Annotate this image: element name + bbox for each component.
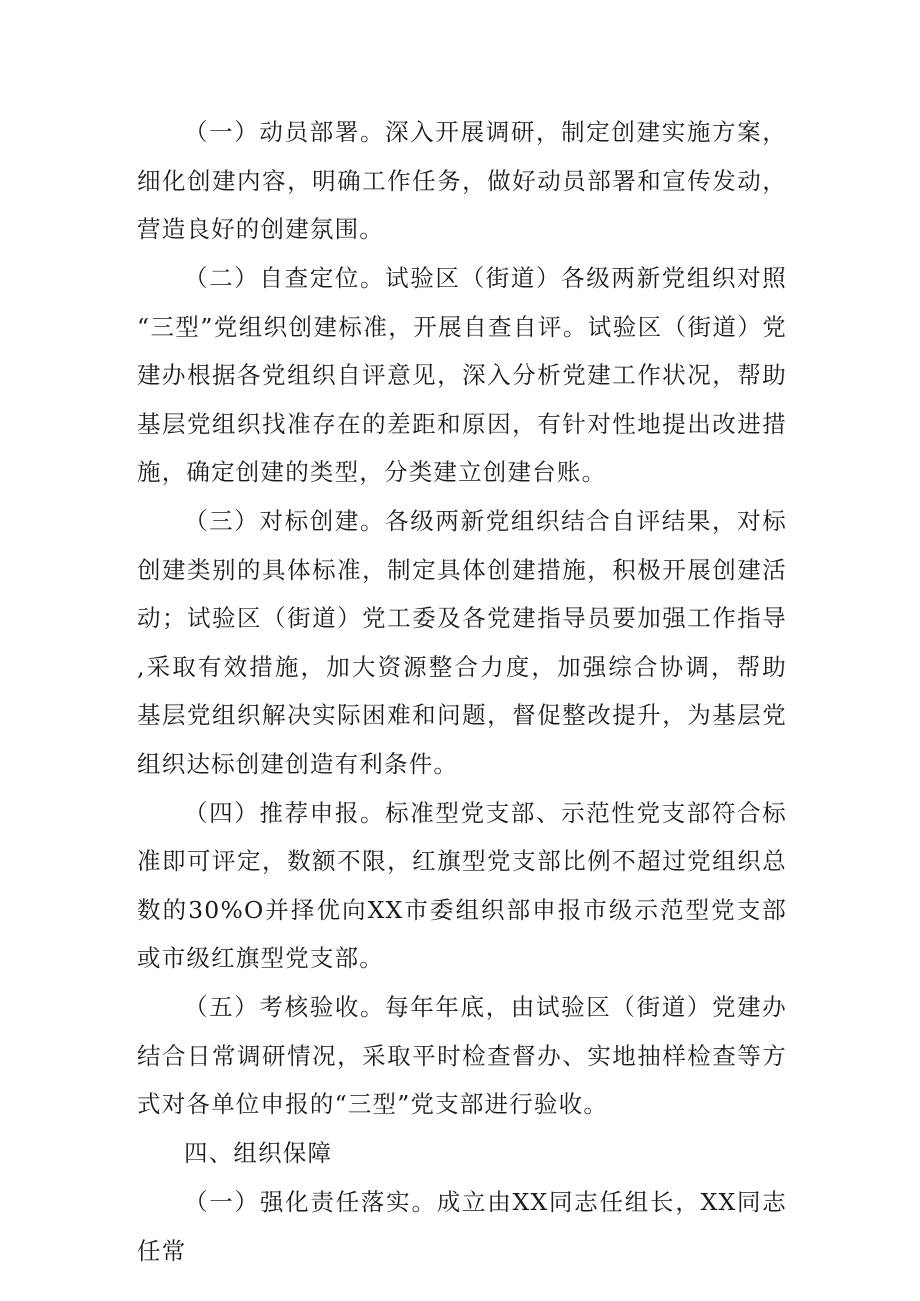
paragraph-recommendation: （四）推荐申报。标准型党支部、示范性党支部符合标准即可评定，数额不限，红旗型党支部比例不超过党组织总数的30%O并择优向XX市委组织部申报市级示范型党支部或市级红旗型党支部。 — [137, 798, 787, 972]
paragraph-assessment-acceptance: （五）考核验收。每年年底，由试验区（街道）党建办结合日常调研情况，采取平时检查督办、实地抽样检查等方式对各单位申报的“三型”党支部进行验收。 — [137, 993, 787, 1118]
paragraph-benchmark-creation: （三）对标创建。各级两新党组织结合自评结果，对标创建类别的具体标准，制定具体创建措施，积极开展创建活动；试验区（街道）党工委及各党建指导员要加强工作指导,采取有效措施，加大资源整合力度，加强综合协调，帮助基层党组织解决实际困难和问题，督促整改提升，为基层党组织达标创建创造有利条件。 — [137, 507, 787, 778]
paragraph-responsibility: （一）强化责任落实。成立由XX同志任组长，XX同志任常 — [137, 1188, 787, 1265]
document-body — [137, 108, 787, 1275]
paragraph-self-assessment: （二）自查定位。试验区（街道）各级两新党组织对照“三型”党组织创建标准，开展自查自评。试验区（街道）党建办根据各党组织自评意见，深入分析党建工作状况，帮助基层党组织找准存在的差距和原因，有针对性地提出改进措施，确定创建的类型，分类建立创建台账。 — [137, 264, 787, 486]
paragraph-mobilization: （一）动员部署。深入开展调研，制定创建实施方案，细化创建内容，明确工作任务，做好动员部署和宣传发动，营造良好的创建氛围。 — [137, 118, 787, 243]
section-heading-organizational-guarantee: 四、组织保障 — [184, 1139, 333, 1167]
